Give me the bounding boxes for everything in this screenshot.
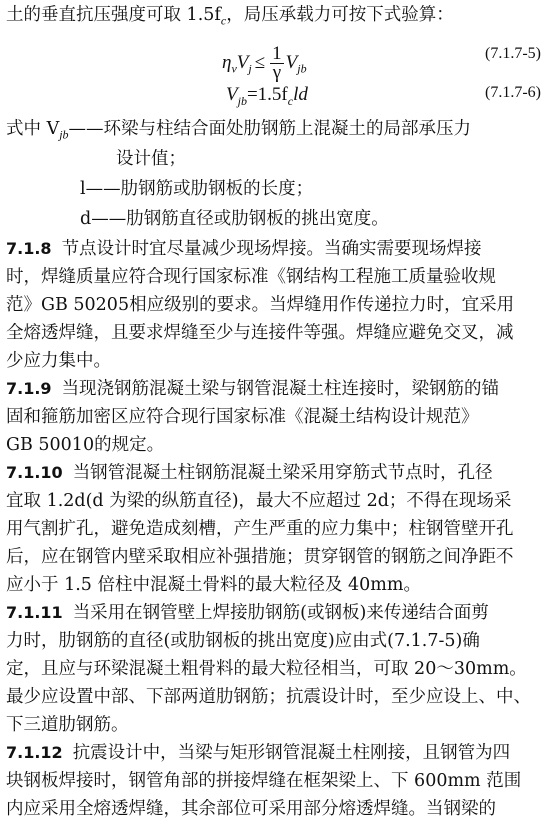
clause-7-1-12: 7.1.12 抗震设计中，当梁与矩形钢管混凝土柱刚接，且钢管为四 — [6, 743, 511, 763]
text-line: 固和箍筋加密区应符合现行国家标准《混凝土结构设计规范》 — [6, 407, 479, 427]
text-line: GB 50010的规定。 — [6, 435, 165, 455]
text-line: 内应采用全熔透焊缝，其余部位可采用部分熔透焊缝。当钢梁的 — [6, 799, 496, 819]
text-line: 块钢板焊接时，钢管角部的拼接焊缝在框架梁上、下 600mm 范围 — [6, 771, 522, 791]
text-line: 宜取 1.2d(d 为梁的纵筋直径)，最大不应超过 2d；不得在现场采 — [6, 491, 512, 511]
text-line: 后，应在钢管内壁采取相应补强措施；贯穿钢管的钢筋之间净距不 — [6, 547, 514, 567]
text-line: 应小于 1.5 倍柱中混凝土骨料的最大粒径及 40mm。 — [6, 575, 421, 595]
fraction: $\frac{1}{\gamma}$ — [272, 43, 282, 83]
equation-number: (7.1.7-5) — [485, 45, 541, 62]
text-line: 下三道肋钢筋。 — [6, 715, 129, 735]
clause-7-1-9: 7.1.9 当现浇钢筋混凝土梁与钢管混凝土柱连接时，梁钢筋的锚 — [6, 379, 500, 399]
definition-line: 式中 $V_{jb}——$环梁与柱结合面处肋钢筋上混凝土的局部承压力 — [6, 119, 472, 142]
text-line: 最少应设置中部、下部两道肋钢筋；抗震设计时，至少应设上、中、 — [6, 687, 531, 707]
text-line: 全熔透焊缝，且要求焊缝至少与连接件等强。焊缝应避免交叉，减 — [6, 323, 514, 343]
definition-line: l——肋钢筋或肋钢板的长度； — [80, 179, 314, 199]
clause-7-1-10: 7.1.10 当钢管混凝土柱钢筋混凝土梁采用穿筋式节点时，孔径 — [6, 463, 493, 483]
text-line: 用气割扩孔，避免造成刻槽，产生严重的应力集中；柱钢管壁开孔 — [6, 519, 514, 539]
text-line: 范》GB 50205相应级别的要求。当焊缝用作传递拉力时，宜采用 — [6, 295, 515, 315]
text-line: 土的垂直抗压强度可取 $1.5f_c$，局压承载力可按下式验算： — [6, 5, 454, 28]
text-line: 定，且应与环梁混凝土粗骨料的最大粒径相当，可取 20～30mm。 — [6, 659, 527, 679]
clause-7-1-8: 7.1.8 节点设计时宜尽量减少现场焊接。当确实需要现场焊接 — [6, 239, 482, 259]
equation-7-1-7-5: $\eta_vV_j$ ≤ $\frac{1}{\gamma}$ $V_{jb}$ (7.1.7-5) — [222, 43, 541, 83]
equation-number: (7.1.7-6) — [485, 84, 541, 101]
equation-7-1-7-6: $V_{jb}=1.5f_cld$ (7.1.7-6) — [226, 84, 541, 108]
text-line: 力时，肋钢筋的直径(或肋钢板的挑出宽度)应由式(7.1.7-5)确 — [6, 631, 480, 651]
text-line: 少应力集中。 — [6, 351, 111, 371]
clause-7-1-11: 7.1.11 当采用在钢管壁上焊接肋钢筋(或钢板)来传递结合面剪 — [6, 603, 489, 623]
text-line: 时，焊缝质量应符合现行国家标准《钢结构工程施工质量验收规 — [6, 267, 496, 287]
definition-line: d——肋钢筋直径或肋钢板的挑出宽度。 — [80, 209, 389, 229]
definition-line: 设计值； — [116, 149, 186, 169]
